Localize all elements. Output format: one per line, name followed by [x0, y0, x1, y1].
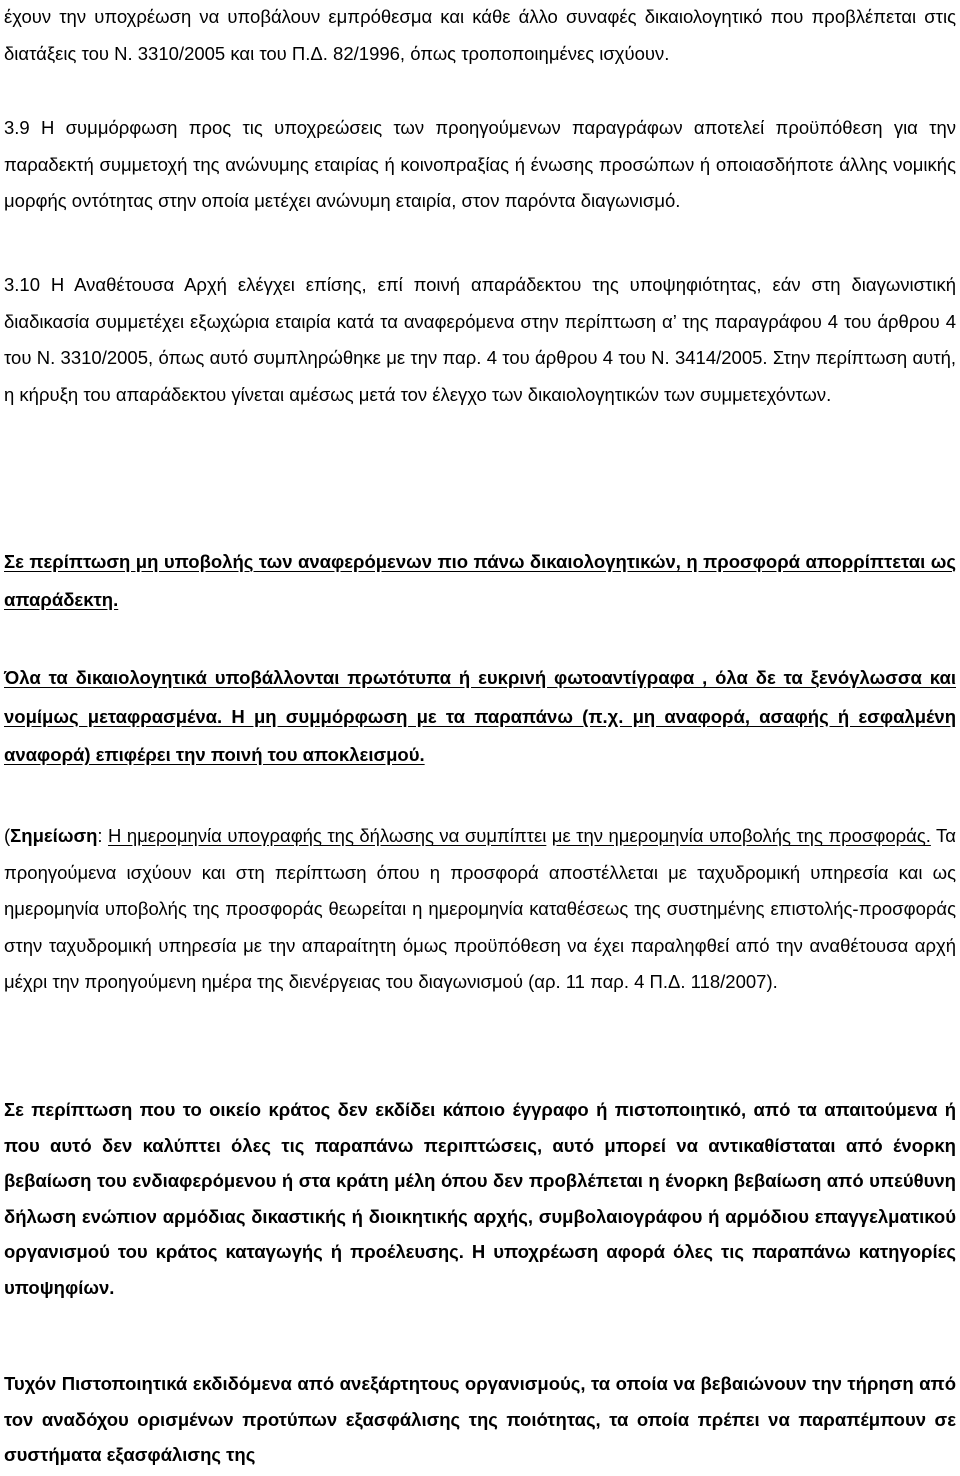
note-open-paren: ( [4, 825, 11, 846]
paragraph-originals-requirement [4, 659, 956, 775]
paragraph-quality-certificates [4, 1366, 956, 1473]
paragraph-rejection-warning [4, 543, 956, 619]
paragraph-text: 3.9 Η συμμόρφωση προς τις υποχρεώσεις των προηγούμενων παραγράφων αποτελεί προϋπόθεση για την παραδεκτή συμμετοχή της ανώνυμης εταιρίας ή κοινοπραξίας ή ένωσης προσώπων ή οποιασδήποτε άλλης νομικής μορφής οντότητας στην οποία μετέχει ανώνυμη εταιρία, στον παρόντα διαγωνισμό. [4, 117, 956, 211]
paragraph-3-10 [4, 267, 956, 413]
note-colon: : [97, 825, 109, 846]
paragraph-3-9 [4, 110, 956, 220]
paragraph-text: Σε περίπτωση που το οικείο κράτος δεν εκδίδει κάποιο έγγραφο ή πιστοποιητικό, από τα απαιτούμενα ή που αυτό δεν καλύπτει όλες τις παραπάνω περιπτώσεις, αυτό μπορεί να αντικαθίσταται από ένορκη βεβαίωση του ενδιαφερόμενου ή στα κράτη μέλη όπου δεν προβλέπεται η ένορκη βεβαίωση από υπεύθυνη δήλωση ενώπιον αρμόδιας δικαστικής ή διοικητικής αρχής, συμβολαιογράφου ή αρμόδιου επαγγελματικού οργανισμού του κράτος καταγωγής ή προέλευσης. Η υποχρέωση αφορά όλες τις παραπάνω κατηγορίες υποψηφίων. [4, 1099, 956, 1298]
note-label: Σημείωση [10, 825, 98, 846]
note-submission-date: με την ημερομηνία υποβολής της προσφοράς. [551, 825, 931, 846]
paragraph-previous-continuation [4, 0, 956, 72]
note-postal-rule: Τα προηγούμενα ισχύουν και στη περίπτωση όπου η προσφορά αποστέλλεται με ταχυδρομική υπηρεσία και ως ημερομηνία υποβολής της προσφοράς θεωρείται η ημερομηνία καταθέσεως της συστημένης επιστολής-προσφοράς στην ταχυδρομική υπηρεσία με την απαραίτητη όμως προϋπόθεση να έχει παραληφθεί από την αναθέτουσα αρχή μέχρι την προηγούμενη ημέρα της διενέργειας του διαγωνισμού (αρ. 11 παρ. 4 Π.Δ. 118/2007). [4, 825, 956, 992]
paragraph-text: Τυχόν Πιστοποιητικά εκδιδόμενα από ανεξάρτητους οργανισμούς, τα οποία να βεβαιώνουν την τήρηση από τον αναδόχου ορισμένων προτύπων εξασφάλισης της ποιότητας, τα οποία πρέπει να παραπέμπουν σε συστήματα εξασφάλισης της [4, 1373, 956, 1465]
note-date-rule: Η ημερομηνία υπογραφής της δήλωσης να συμπίπτει [108, 825, 547, 846]
paragraph-state-certificates [4, 1092, 956, 1305]
paragraph-text: Όλα τα δικαιολογητικά υποβάλλονται πρωτότυπα ή ευκρινή φωτοαντίγραφα , όλα δε τα ξενόγλωσσα και νομίμως μεταφρασμένα. Η μη συμμόρφωση με τα παραπάνω (π.χ. μη αναφορά, ασαφής ή εσφαλμένη αναφορά) επιφέρει την ποινή του αποκλεισμού. [4, 667, 956, 765]
paragraph-note [4, 818, 956, 1001]
paragraph-text: Σε περίπτωση μη υποβολής των αναφερόμενων πιο πάνω δικαιολογητικών, η προσφορά απορρίπτεται ως απαράδεκτη. [4, 551, 956, 610]
paragraph-text: έχουν την υποχρέωση να υποβάλουν εμπρόθεσμα και κάθε άλλο συναφές δικαιολογητικό που προβλέπεται στις διατάξεις του Ν. 3310/2005 και του Π.Δ. 82/1996, όπως τροποποιημένες ισχύουν. [4, 6, 956, 64]
paragraph-text: 3.10 Η Αναθέτουσα Αρχή ελέγχει επίσης, επί ποινή απαράδεκτου της υποψηφιότητας, εάν στη διαγωνιστική διαδικασία συμμετέχει εξωχώρια εταιρία κατά τα αναφερόμενα στην περίπτωση α’ της παραγράφου 4 του άρθρου 4 του Ν. 3310/2005, όπως αυτό συμπληρώθηκε με την παρ. 4 του άρθρου 4 του Ν. 3414/2005. Στην περίπτωση αυτή, η κήρυξη του απαράδεκτου γίνεται αμέσως μετά τον έλεγχο των δικαιολογητικών των συμμετεχόντων. [4, 274, 956, 405]
